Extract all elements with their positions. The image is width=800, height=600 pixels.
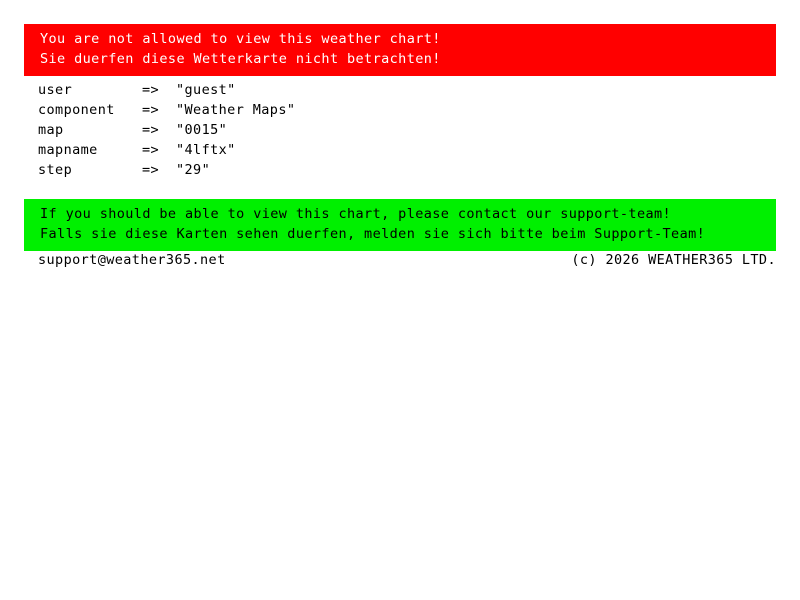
table-row xyxy=(38,80,295,100)
param-key: user xyxy=(38,82,73,98)
param-arrow: => xyxy=(142,122,160,138)
param-key: step xyxy=(38,162,73,178)
param-value: "29" xyxy=(176,162,211,178)
footer xyxy=(38,250,776,270)
support-banner-line-de: Falls sie diese Karten sehen duerfen, melden sie sich bitte beim Support-Team! xyxy=(40,226,706,242)
param-key: map xyxy=(38,122,64,138)
param-key: component xyxy=(38,102,115,118)
error-banner-line-de: Sie duerfen diese Wetterkarte nicht betrachten! xyxy=(40,51,441,67)
param-arrow: => xyxy=(142,102,160,118)
support-banner xyxy=(24,199,776,251)
support-email-link[interactable]: support@weather365.net xyxy=(38,252,226,268)
param-value: "Weather Maps" xyxy=(176,102,296,118)
parameter-table xyxy=(38,80,295,180)
error-banner-line-en: You are not allowed to view this weather chart! xyxy=(40,31,441,47)
param-arrow: => xyxy=(142,162,160,178)
param-value: "guest" xyxy=(176,82,236,98)
param-key: mapname xyxy=(38,142,98,158)
table-row xyxy=(38,160,295,180)
copyright-text: (c) 2026 WEATHER365 LTD. xyxy=(571,252,776,268)
table-row xyxy=(38,140,295,160)
param-arrow: => xyxy=(142,142,160,158)
param-arrow: => xyxy=(142,82,160,98)
param-value: "4lftx" xyxy=(176,142,236,158)
table-row xyxy=(38,120,295,140)
param-value: "0015" xyxy=(176,122,228,138)
error-banner xyxy=(24,24,776,76)
support-banner-line-en: If you should be able to view this chart, please contact our support-team! xyxy=(40,206,672,222)
table-row xyxy=(38,100,295,120)
